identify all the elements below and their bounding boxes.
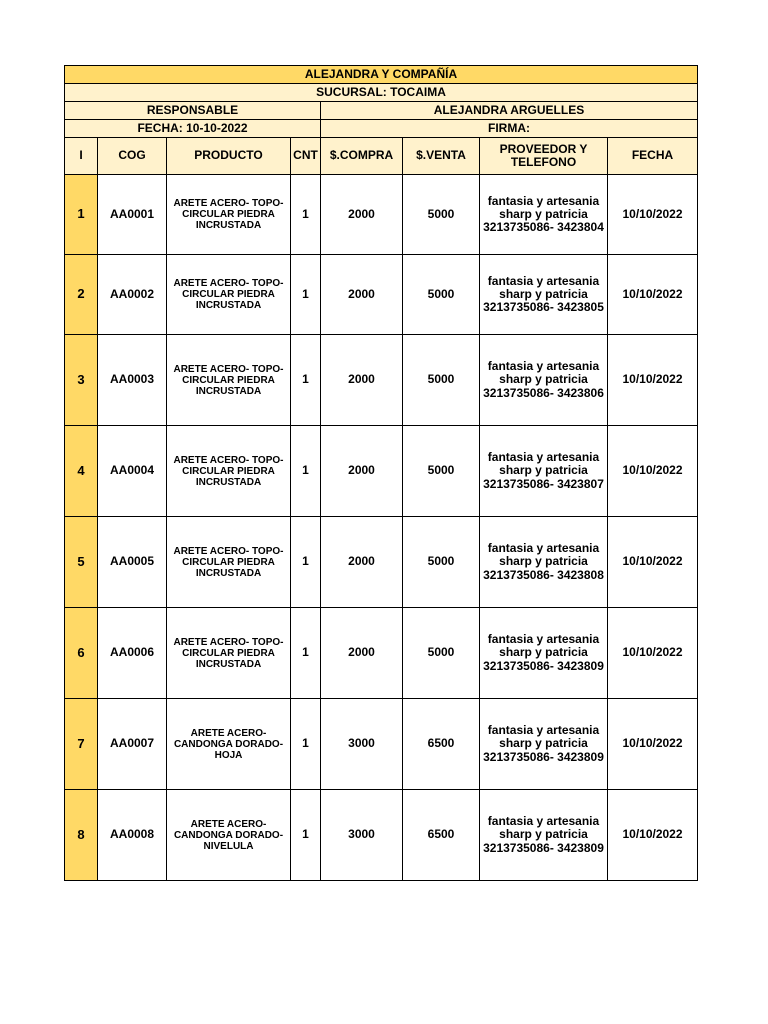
row-qty: 1 (291, 255, 321, 335)
row-code: AA0008 (98, 790, 167, 881)
table-row (65, 426, 698, 517)
row-index: 8 (65, 790, 98, 881)
row-index: 3 (65, 335, 98, 426)
row-supplier: fantasia y artesania sharp y patricia 3213735086- 3423809 (480, 699, 608, 790)
row-supplier: fantasia y artesania sharp y patricia 3213735086- 3423804 (480, 175, 608, 255)
row-supplier: fantasia y artesania sharp y patricia 3213735086- 3423805 (480, 255, 608, 335)
column-header-supplier: PROVEEDOR Y TELEFONO (480, 138, 608, 175)
column-header-code: COG (98, 138, 167, 175)
row-index: 4 (65, 426, 98, 517)
row-product: ARETE ACERO- TOPO- CIRCULAR PIEDRA INCRUSTADA (167, 426, 291, 517)
row-code: AA0003 (98, 335, 167, 426)
responsible-label: RESPONSABLE (65, 102, 321, 120)
row-date: 10/10/2022 (608, 517, 698, 608)
column-header-row (65, 138, 698, 175)
branch-row (65, 84, 698, 102)
column-header-buy-price: $.COMPRA (321, 138, 403, 175)
row-date: 10/10/2022 (608, 790, 698, 881)
date-signature-row (65, 120, 698, 138)
row-buy-price: 3000 (321, 790, 403, 881)
sheet-date: FECHA: 10-10-2022 (65, 120, 321, 138)
row-sell-price: 5000 (403, 335, 480, 426)
table-row (65, 517, 698, 608)
row-code: AA0006 (98, 608, 167, 699)
column-header-qty: CNT (291, 138, 321, 175)
row-sell-price: 5000 (403, 426, 480, 517)
row-product: ARETE ACERO- TOPO- CIRCULAR PIEDRA INCRUSTADA (167, 608, 291, 699)
responsible-name: ALEJANDRA ARGUELLES (321, 102, 698, 120)
row-qty: 1 (291, 699, 321, 790)
row-date: 10/10/2022 (608, 335, 698, 426)
column-header-product: PRODUCTO (167, 138, 291, 175)
row-buy-price: 2000 (321, 517, 403, 608)
row-buy-price: 2000 (321, 175, 403, 255)
row-supplier: fantasia y artesania sharp y patricia 3213735086- 3423809 (480, 790, 608, 881)
row-qty: 1 (291, 790, 321, 881)
row-date: 10/10/2022 (608, 175, 698, 255)
row-code: AA0004 (98, 426, 167, 517)
row-sell-price: 5000 (403, 175, 480, 255)
row-index: 6 (65, 608, 98, 699)
column-header-date: FECHA (608, 138, 698, 175)
row-index: 7 (65, 699, 98, 790)
table-row (65, 255, 698, 335)
row-product: ARETE ACERO- TOPO- CIRCULAR PIEDRA INCRUSTADA (167, 517, 291, 608)
row-qty: 1 (291, 175, 321, 255)
table-row (65, 335, 698, 426)
row-product: ARETE ACERO- TOPO- CIRCULAR PIEDRA INCRUSTADA (167, 255, 291, 335)
row-product: ARETE ACERO- TOPO- CIRCULAR PIEDRA INCRUSTADA (167, 335, 291, 426)
row-code: AA0007 (98, 699, 167, 790)
row-date: 10/10/2022 (608, 255, 698, 335)
row-product: ARETE ACERO- TOPO- CIRCULAR PIEDRA INCRUSTADA (167, 175, 291, 255)
row-sell-price: 5000 (403, 608, 480, 699)
row-supplier: fantasia y artesania sharp y patricia 3213735086- 3423806 (480, 335, 608, 426)
row-supplier: fantasia y artesania sharp y patricia 3213735086- 3423809 (480, 608, 608, 699)
column-header-index: I (65, 138, 98, 175)
row-code: AA0005 (98, 517, 167, 608)
row-product: ARETE ACERO- CANDONGA DORADO- HOJA (167, 699, 291, 790)
row-index: 2 (65, 255, 98, 335)
row-sell-price: 5000 (403, 255, 480, 335)
row-sell-price: 6500 (403, 699, 480, 790)
row-code: AA0001 (98, 175, 167, 255)
table-row (65, 699, 698, 790)
row-qty: 1 (291, 426, 321, 517)
row-supplier: fantasia y artesania sharp y patricia 3213735086- 3423808 (480, 517, 608, 608)
branch-name: SUCURSAL: TOCAIMA (65, 84, 698, 102)
row-buy-price: 2000 (321, 255, 403, 335)
row-sell-price: 6500 (403, 790, 480, 881)
row-date: 10/10/2022 (608, 699, 698, 790)
row-qty: 1 (291, 335, 321, 426)
table-row (65, 790, 698, 881)
column-header-sell-price: $.VENTA (403, 138, 480, 175)
company-name: ALEJANDRA Y COMPAÑÍA (65, 66, 698, 84)
responsible-row (65, 102, 698, 120)
row-buy-price: 2000 (321, 608, 403, 699)
table-row (65, 175, 698, 255)
row-date: 10/10/2022 (608, 426, 698, 517)
inventory-sheet (64, 65, 698, 881)
row-date: 10/10/2022 (608, 608, 698, 699)
row-buy-price: 2000 (321, 335, 403, 426)
signature-label: FIRMA: (321, 120, 698, 138)
row-buy-price: 2000 (321, 426, 403, 517)
row-index: 1 (65, 175, 98, 255)
row-index: 5 (65, 517, 98, 608)
row-supplier: fantasia y artesania sharp y patricia 3213735086- 3423807 (480, 426, 608, 517)
row-product: ARETE ACERO- CANDONGA DORADO- NIVELULA (167, 790, 291, 881)
table-row (65, 608, 698, 699)
row-buy-price: 3000 (321, 699, 403, 790)
row-qty: 1 (291, 608, 321, 699)
row-code: AA0002 (98, 255, 167, 335)
company-row (65, 66, 698, 84)
row-sell-price: 5000 (403, 517, 480, 608)
row-qty: 1 (291, 517, 321, 608)
